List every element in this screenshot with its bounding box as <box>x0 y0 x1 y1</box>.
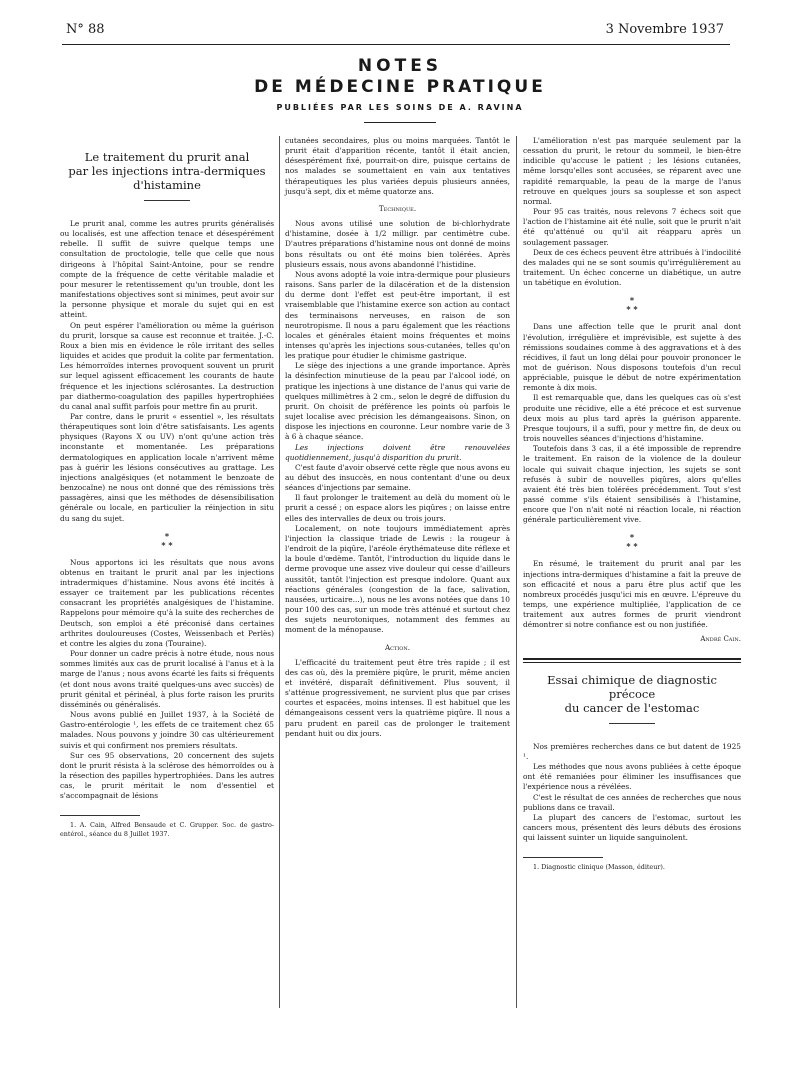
section-separator: * * * <box>626 295 638 315</box>
article-separator <box>523 662 741 663</box>
paragraph: Le siège des injections a une grande importance. Après la désinfection minutieuse de la peau par l'alcool iodé, on pratique les injections à une distance de l'anus qui varie de quelques millimètres à 2 cm., selon le degré de diffusion du prurit. On choisit de préférence les points où parfois le sujet localise avec précision les démangeaisons. Sinon, on dispose les injections en couronne. Leur nombre varie de 3 à 6 à chaque séance. <box>285 361 510 442</box>
paragraph: Nous avons adopté la voie intra-dermique pour plusieurs raisons. Sans parler de la dilacération et de la distension du derme dont l'effet est peut-être important, il est vraisemblable que l'histamine exerce son action au contact des terminaisons nerveuses, en raison de son neurotropisme. Il nous a paru également que les réactions locales et générales étaient moins fréquentes et moins intenses qu'après les injections sous-cutanées, telles qu'on les pratique pour étudier le chimisme gastrique. <box>285 269 510 361</box>
paragraph: Pour donner un cadre précis à notre étude, nous nous sommes limités aux cas de prurit localisé à l'anus et à la marge de l'anus ; nous avons écarté les faits si fréquents (et dont nous avons traité quelques-uns avec succès) de prurit génital et périnéal, à plus forte raison les prurits disséminés ou généralisés. <box>60 649 274 709</box>
paragraph: En résumé, le traitement du prurit anal par les injections intra-dermiques d'histamine a fait la preuve de son efficacité et nous a paru être plus actif que les nombreux procédés jusqu'ici mis en œuvre. L'épreuve du temps, une expérience multipliée, l'application de ce traitement aux autres formes de prurit viendront démontrer si notre confiance est ou non justifiée. <box>523 559 741 630</box>
paragraph: Nos premières recherches dans ce but datent de 1925 ¹. <box>523 741 741 761</box>
paragraph: Nous apportons ici les résultats que nous avons obtenus en traitant le prurit anal par les injections intradermiques d'histamine. Nous avons été incités à essayer ce traitement par les publications récentes consacrant les propriétés analgésiques de l'histamine. Rappelons pour mémoire qu'à la suite des recherches de Deutsch, son emploi a été préconisé dans certaines arthrites douloureuses (Costes, Weissenbach et Perlès) et contre les algies du zona (Touraine). <box>60 557 274 648</box>
section-separator: * * * <box>161 530 173 550</box>
paragraph: L'amélioration n'est pas marquée seulement par la cessation du prurit, le retour du sommeil, le bien-être indicible qu'accuse le patient ; les lésions cutanées, même lorsqu'elles sont accusées, se réparent avec une rapidité remarquable, la peau de la marge de l'anus retrouve en quelques jours sa souplesse et son aspect normal. <box>523 136 741 206</box>
issue-date: 3 Novembre 1937 <box>605 22 724 37</box>
paragraph: On peut espérer l'amélioration ou même la guérison du prurit, lorsque sa cause est reconnue et traitée. J.-C. Roux a bien mis en évidence le rôle irritant des selles liquides et acides que produit la colite par fermentation. Les hémorroïdes internes provoquent souvent un prurit sur lequel agissent efficacement les courants de haute fréquence et les injections sclérosantes. La destruction par diathermo-coagulation des papilles hypertrophiées du canal anal suffit parfois pour mettre fin au prurit. <box>60 320 274 411</box>
footnote-rule <box>523 857 603 858</box>
paragraph: L'efficacité du traitement peut être très rapide ; il est des cas où, dès la première piqûre, le prurit, même ancien et invétéré, disparaît définitivement. Plus souvent, il s'atténue progressivement, ne survient plus que par crises courtes et espacées, moins intenses. Il est habituel que les démangeaisons cessent vers la quatrième piqûre. Il nous a paru prudent en pareil cas de prolonger le traitement pendant huit ou dix jours. <box>285 657 510 738</box>
paragraph: Sur ces 95 observations, 20 concernent des sujets dont le prurit résista à la sclérose des hémorroïdes ou à la résection des papilles hypertrophiées. Dans les autres cas, le prurit méritait le nom d'essentiel et s'accompagnait de lésions <box>60 750 274 801</box>
paragraph: Dans une affection telle que le prurit anal dont l'évolution, irrégulière et imprévisible, est sujette à des rémissions soudaines comme à des aggravations et à des récidives, il faut un long délai pour pouvoir prononcer le mot de guérison. Nous disposons toutefois d'un recul appréciable, puisque le début de notre expérimentation remonte à dix mois. <box>523 322 741 393</box>
header-rule <box>62 44 730 45</box>
footnote: 1. A. Cain, Alfred Bensaude et C. Grupper. Soc. de gastro-entérol., séance du 8 Juillet 1937. <box>60 821 274 838</box>
paragraph: Le prurit anal, comme les autres prurits généralisés ou localisés, est une affection tenace et désespérément rebelle. Il suffit de suivre quelque temps une consultation de proctologie, telle que celle que nous dirigeons à l'hôpital Saint-Antoine, pour se rendre compte de la fréquence de cette véritable maladie et pour mesurer le retentissement qu'un trouble, dont les manifestations objectives sont si minimes, peut avoir sur la personne physique et morale du sujet qui en est atteint. <box>60 219 274 320</box>
masthead-title: NOTES <box>357 56 443 76</box>
paragraph: Il est remarquable que, dans les quelques cas où s'est produite une récidive, elle a été précoce et est survenue deux mois au plus tard après la guérison apparente. Presque toujours, il a suffi, pour y mettre fin, de deux ou trois nouvelles séances d'injections d'histamine. <box>523 393 741 444</box>
column-divider <box>516 136 517 1008</box>
paragraph: Nous avons utilisé une solution de bi-chlorhydrate d'histamine, dosée à 1/2 milligr. par centimètre cube. D'autres préparations d'histamine nous ont donné de moins bons résultats ou ont été moins bien tolérées. Après plusieurs essais, nous avons abandonné l'histidine. <box>285 219 510 269</box>
author-signature: André Cain. <box>700 634 741 643</box>
paragraph: Deux de ces échecs peuvent être attribués à l'indocilité des malades qui ne se sont soumis qu'irrégulièrement au traitement. Un échec concerne un diabétique, un autre un tabétique en évolution. <box>523 247 741 288</box>
column-1 <box>60 136 274 838</box>
column-divider <box>279 136 280 1008</box>
paragraph: Les injections doivent être renouvelées quotidiennement, jusqu'à disparition du prurit. <box>285 442 510 462</box>
paragraph: C'est faute d'avoir observé cette règle que nous avons eu au début des insuccès, en nous contentant d'une ou deux séances d'injections par semaine. <box>285 462 510 493</box>
paragraph: Localement, on note toujours immédiatement après l'injection la classique triade de Lewis : la rougeur à l'endroit de la piqûre, l'aréole érythémateuse dite réflexe et la boule d'œdème. Tantôt, l'introduction du liquide dans le derme provoque une assez vive douleur qui cesse d'ailleurs aussitôt, tantôt l'injection est presque indolore. Quant aux réactions générales (congestion de la face, salivation, nausées, urticaire...), nous ne les avons notées que dans 10 pour 100 des cas, sur un mode très atténué et surtout chez des sujets neurotoniques, notamment des femmes au moment de la ménopause. <box>285 523 510 635</box>
paragraph: La plupart des cancers de l'estomac, surtout les cancers mous, présentent dès leurs débuts des érosions qui laissent suinter un liquide sanguinolent. <box>523 812 741 843</box>
masthead-rule <box>364 122 436 123</box>
footnote: 1. Diagnostic clinique (Masson, éditeur). <box>533 863 665 872</box>
section-separator: * * * <box>626 532 638 552</box>
paragraph: Les méthodes que nous avons publiées à cette époque ont été remaniées pour éliminer les insuffisances que l'expérience nous a révélées. <box>523 762 741 792</box>
column-3 <box>523 136 741 872</box>
paragraph: Par contre, dans le prurit « essentiel », les résultats thérapeutiques sont loin d'être satisfaisants. Les agents physiques (Rayons X ou UV) n'ont qu'une action très inconstante et momentanée. Les préparations dermatologiques en application locale n'arrivent même pas à guérir les lésions consécutives au grattage. Les injections analgésiques (et notamment le benzoate de benzocaïne) ne nous ont donné que des rémissions très passagères, ainsi que les méthodes de désensibilisation générale ou locale, en particulier la réinjection in situ du sang du sujet. <box>60 411 274 523</box>
column-2 <box>285 136 510 739</box>
masthead-editor: PUBLIÉES PAR LES SOINS DE A. RAVINA <box>276 103 524 112</box>
title-rule <box>144 200 190 201</box>
article-title: Essai chimique de diagnostic précoce du cancer de l'estomac <box>547 672 717 715</box>
section-heading: Technique. <box>378 203 417 213</box>
article-title: Le traitement du prurit anal par les injections intra-dermiques d'histamine <box>68 150 266 192</box>
title-rule <box>609 723 655 724</box>
footnote-rule <box>60 815 140 816</box>
paragraph: Pour 95 cas traités, nous relevons 7 échecs soit que l'action de l'histamine ait été nulle, soit que le prurit n'ait été qu'atténué ou qu'il ait réapparu après un soulagement passager. <box>523 207 741 247</box>
paragraph: Nous avons publié en Juillet 1937, à la Société de Gastro-entérologie ¹, les effets de ce traitement chez 65 malades. Nous pouvons y joindre 30 cas ultérieurement suivis et qui confirment nos premiers résultats. <box>60 710 274 750</box>
section-heading: Action. <box>384 642 411 652</box>
paragraph: Il faut prolonger le traitement au delà du moment où le prurit a cessé ; on espace alors les piqûres ; on laisse entre elles des intervalles de deux ou trois jours. <box>285 493 510 523</box>
paragraph: C'est le résultat de ces années de recherches que nous publions dans ce travail. <box>523 792 741 812</box>
issue-number: N° 88 <box>66 22 105 37</box>
paragraph: cutanées secondaires, plus ou moins marquées. Tantôt le prurit était d'apparition récente, tantôt il était ancien, désespérément fixé, pourrait-on dire, puisque certains de nos malades se soumettaient en vain aux tentatives thérapeutiques les plus variées depuis plusieurs années, jusqu'à sept, dix et même quatorze ans. <box>285 136 510 196</box>
paragraph: Toutefois dans 3 cas, il a été impossible de reprendre le traitement. En raison de la violence de la douleur locale qui suivait chaque injection, les sujets se sont refusés à subir de nouvelles piqûres, alors qu'elles avaient été très bien tolérées précédemment. Tout s'est passé comme s'ils étaient sensibilisés à l'histamine, encore que l'on n'ait noté ni réaction locale, ni réaction générale particulièrement vive. <box>523 444 741 525</box>
article-separator <box>523 658 741 660</box>
masthead-subtitle: DE MÉDECINE PRATIQUE <box>254 77 546 97</box>
